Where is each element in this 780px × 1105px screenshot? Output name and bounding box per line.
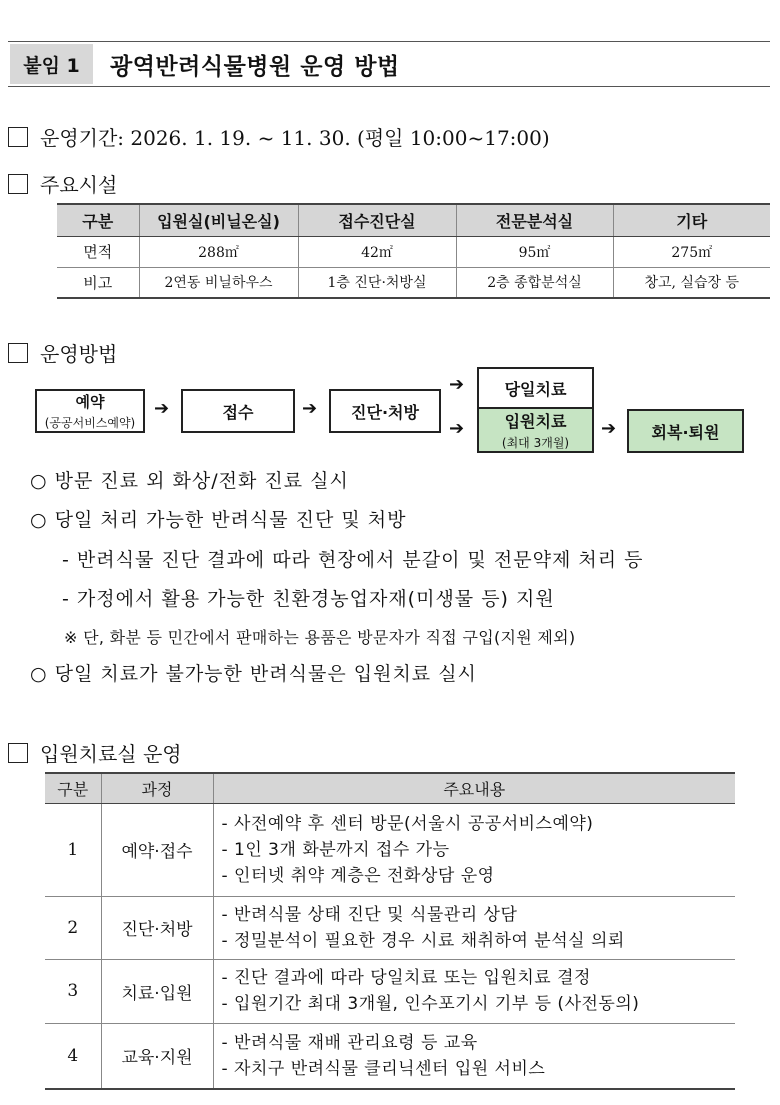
flow-step-label: 회복·퇴원 (651, 422, 720, 442)
inpatient-table (45, 772, 735, 1090)
flow-step-label: 진단·처방 (351, 402, 419, 422)
arrow-right-icon: ➔ (154, 398, 170, 419)
row-number: 4 (45, 1023, 101, 1089)
table-header-row (57, 204, 770, 236)
column-header: 과정 (101, 773, 213, 803)
table-row (45, 1023, 735, 1089)
row-step: 치료·입원 (101, 959, 213, 1023)
page-title: 광역반려식물병원 운영 방법 (110, 53, 400, 80)
method-heading: 운영방법 (40, 342, 118, 366)
flow-step-reception (181, 389, 295, 433)
flow-step-sameday (477, 367, 594, 409)
table-row (57, 267, 770, 298)
column-header: 기타 (613, 204, 770, 236)
checkbox-icon (8, 743, 28, 763)
flow-step-label: 접수 (222, 402, 254, 422)
arrow-right-icon: ➔ (449, 374, 465, 395)
list-item: - 자치구 반려식물 클리닉센터 입원 서비스 (221, 1058, 546, 1079)
list-item: - 진단 결과에 따라 당일치료 또는 입원치료 결정 (221, 968, 591, 988)
table-row (45, 959, 735, 1023)
flow-step-label: 입원치료 (504, 412, 567, 431)
table-cell: 275㎡ (613, 236, 770, 267)
row-number: 3 (45, 959, 101, 1023)
header-top-rule (8, 41, 770, 42)
column-header: 전문분석실 (456, 204, 613, 236)
bullet-item: ○ 당일 처리 가능한 반려식물 진단 및 처방 (30, 509, 407, 531)
row-step: 진단·처방 (101, 896, 213, 959)
facilities-table (57, 203, 770, 299)
flow-step-sublabel: (최대 3개월) (501, 436, 570, 450)
table-cell: 2층 종합분석실 (456, 267, 613, 298)
flow-step-inpatient (477, 407, 594, 453)
list-item: - 반려식물 상태 진단 및 식물관리 상담 (221, 904, 518, 925)
flow-step-reserve (35, 389, 145, 433)
table-row (45, 896, 735, 959)
column-header: 접수진단실 (298, 204, 456, 236)
list-item: - 1인 3개 화분까지 접수 가능 (221, 839, 450, 860)
table-cell: 95㎡ (456, 236, 613, 267)
table-cell: 2연동 비닐하우스 (139, 267, 298, 298)
checkbox-icon (8, 343, 28, 363)
table-header-row (45, 773, 735, 803)
bullet-item: ○ 당일 치료가 불가능한 반려식물은 입원치료 실시 (30, 663, 477, 685)
flow-step-label: 예약 (75, 393, 105, 411)
flow-step-diagnosis (329, 389, 441, 433)
table-cell: 1층 진단·처방실 (298, 267, 456, 298)
arrow-right-icon: ➔ (302, 398, 318, 419)
flow-step-sublabel: (공공서비스예약) (44, 416, 136, 430)
row-items (213, 896, 735, 959)
inpatient-heading: 입원치료실 운영 (40, 742, 182, 766)
attachment-badge: 붙임 1 (10, 44, 93, 84)
row-number: 2 (45, 896, 101, 959)
row-items (213, 1023, 735, 1089)
row-step: 예약·접수 (101, 803, 213, 896)
list-item: - 반려식물 재배 관리요령 등 교육 (221, 1032, 478, 1053)
header-bottom-rule (8, 86, 770, 87)
flow-step-recovery (627, 409, 744, 453)
column-header: 구분 (45, 773, 101, 803)
section-method (8, 338, 117, 367)
arrow-right-icon: ➔ (449, 418, 465, 439)
note-item: ※ 단, 화분 등 민간에서 판매하는 용품은 방문자가 직접 구입(지원 제외) (64, 628, 576, 647)
arrow-right-icon: ➔ (601, 418, 617, 439)
checkbox-icon (8, 174, 28, 194)
column-header: 입원실(비닐온실) (139, 204, 298, 236)
table-row (57, 236, 770, 267)
sub-bullet-item: - 반려식물 진단 결과에 따라 현장에서 분갈이 및 전문약제 처리 등 (62, 549, 644, 571)
list-item: - 입원기간 최대 3개월, 인수포기시 기부 등 (사전동의) (221, 994, 640, 1014)
section-facilities (8, 169, 117, 198)
bullet-item: ○ 방문 진료 외 화상/전화 진료 실시 (30, 470, 349, 492)
table-cell: 42㎡ (298, 236, 456, 267)
checkbox-icon (8, 127, 28, 147)
facilities-heading: 주요시설 (40, 173, 118, 197)
section-period (8, 122, 550, 151)
row-label: 비고 (57, 267, 139, 298)
row-label: 면적 (57, 236, 139, 267)
column-header: 주요내용 (213, 773, 735, 803)
row-items (213, 803, 735, 896)
sub-bullet-item: - 가정에서 활용 가능한 친환경농업자재(미생물 등) 지원 (62, 588, 555, 610)
list-item: - 정밀분석이 필요한 경우 시료 채취하여 분석실 의뢰 (221, 930, 625, 951)
list-item: - 사전예약 후 센터 방문(서울시 공공서비스예약) (221, 813, 594, 834)
period-text: 운영기간: 2026. 1. 19. ~ 11. 30. (평일 10:00~17:00) (40, 126, 550, 150)
row-step: 교육·지원 (101, 1023, 213, 1089)
column-header: 구분 (57, 204, 139, 236)
row-items (213, 959, 735, 1023)
list-item: - 인터넷 취약 계층은 전화상담 운영 (221, 865, 495, 886)
table-cell: 288㎡ (139, 236, 298, 267)
row-number: 1 (45, 803, 101, 896)
table-cell: 창고, 실습장 등 (613, 267, 770, 298)
flow-step-label: 당일치료 (504, 379, 567, 399)
table-row (45, 803, 735, 896)
section-inpatient (8, 738, 182, 767)
